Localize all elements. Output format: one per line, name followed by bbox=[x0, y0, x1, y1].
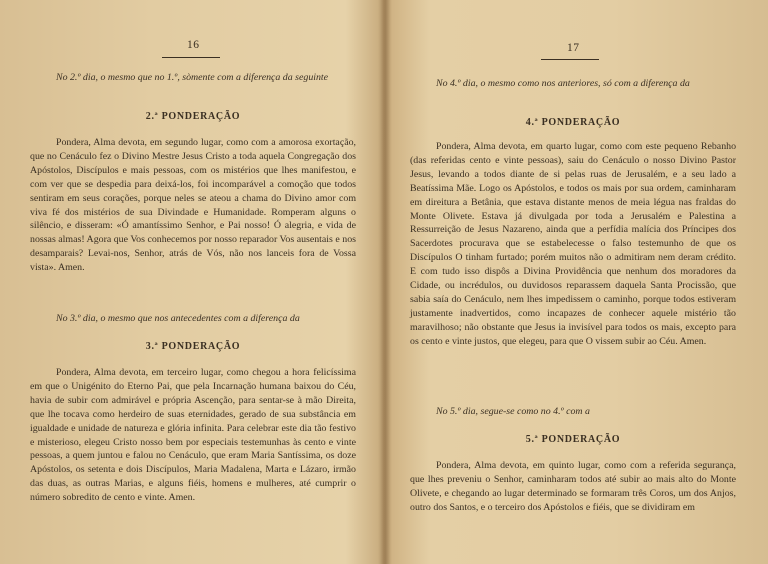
right-page bbox=[385, 0, 768, 564]
note-text: No 4.º dia, o mesmo como nos anteriores, só com a diferença da bbox=[436, 78, 690, 89]
note-text: No 2.º dia, o mesmo que no 1.º, sòmente com a diferença da seguinte bbox=[56, 72, 329, 83]
left-page-number: 16 bbox=[187, 39, 200, 51]
heading-ponderacao-4: 4.ª PONDERAÇÃO bbox=[525, 117, 621, 128]
right-page-number-rule bbox=[541, 59, 599, 60]
right-note-day-5 bbox=[410, 405, 736, 419]
paragraph-text: Pondera, Alma devota, em quinto lugar, como com a referida segurança, que lhes preveniu o Senhor, caminharam todos até subir ao mais alto do Monte Olivete, e chegando ao lugar determinado se formaram três Coros, um dos Anjos, outro dos Santos, e o terceiro dos Apóstolos e fiéis, que se dividiram em bbox=[410, 460, 736, 513]
heading-ponderacao-5: 5.ª PONDERAÇÃO bbox=[525, 434, 621, 445]
heading-ponderacao-2: 2.ª PONDERAÇÃO bbox=[145, 111, 241, 122]
note-text: No 5.º dia, segue-se como no 4.º com a bbox=[436, 406, 590, 417]
paragraph-ponderacao-4 bbox=[410, 140, 736, 349]
right-page-number: 17 bbox=[567, 42, 580, 54]
paragraph-ponderacao-2 bbox=[30, 136, 356, 275]
right-note-day-4 bbox=[410, 77, 736, 91]
left-note-day-3 bbox=[30, 312, 356, 326]
paragraph-text: Pondera, Alma devota, em terceiro lugar, como chegou a hora felicíssima em que o Unigénito do Eterno Pai, que pela Incarnação humana baixou do Céu, havia de subir com admirável e própria Ascenção, para sentar-se à mão Direita, que lhe tocava como herdeiro de suas eternidades, gerado de sua substância em igualdade e unidade de natureza e glória infinita. Para celebrar este dia tão festivo e misterioso, elegeu Cristo nosso bem por especiais testemunhas às cento e vinte pessoas, a quem juntou e falou no Cenáculo, que eram Maria Santíssima, os doze Apóstolos, os setenta e dois Discípulos, Maria Madalena, Marta e Lázaro, irmão das duas, as outras Marias, e alguns fiéis, homens e mulheres, até cumprir o número sobredito de cento e vinte. Amen. bbox=[30, 367, 356, 504]
paragraph-ponderacao-3 bbox=[30, 366, 356, 505]
paragraph-text: Pondera, Alma devota, em segundo lugar, como com a amorosa exortação, que no Cenáculo fez o Divino Mestre Jesus Cristo a toda aquela Congregação dos Apóstolos, Discípulos e mais pessoas, com os mistérios que lhes manifestou, e com ver que se despedia para deixá-los, foi incomparável a comoção que todos sentiram em seus corações, porque neles se ateou a chama do Divino amor com viva fé dos mistérios de sua Divindade e Humanidade. Romperam alguns o silêncio, e disseram: «Ó amantíssimo Senhor, e Pai nosso! Ó alegria, e vida de nossas almas! Agora que Vos conhecemos por nosso reparador Vos ausentais e nos desamparais? Levai-nos, Senhor, atrás de Vós, não nos lanceis fora de Vossa vista». Amen. bbox=[30, 137, 356, 274]
left-page-number-rule bbox=[162, 57, 220, 58]
left-note-day-2 bbox=[30, 71, 356, 85]
heading-ponderacao-3: 3.ª PONDERAÇÃO bbox=[145, 341, 241, 352]
note-text: No 3.º dia, o mesmo que nos antecedentes com a diferença da bbox=[56, 313, 300, 324]
paragraph-text: Pondera, Alma devota, em quarto lugar, como com este pequeno Rebanho (das referidas cento e vinte pessoas), saiu do Cenáculo o nosso Divino Pastor Jesus, levando a todos diante de si pelas ruas de Jerusalém, e a seu lado a Beatíssima Mãe. Logo os Apóstolos, e todos os mais por sua ordem, caminharam em direitura a Betânia, que estava distante menos de meia légua nas fraldas do Monte Olivete. Estava já divulgada por toda a Jerusalém e Palestina a Ressurreição de Jesus Nazareno, ainda que a perfídia malícia dos Príncipes dos Sacerdotes procurava que se estabelecesse o falso testemunho de que os Discípulos O tinham furtado; porém muitos não o admitiram nem deram crédito. E com tudo isso dispôs a Divina Providência que nenhum dos moradores da Cidade, ou incrédulos, ou duvidosos reparassem daquela Santa Procissão, que sabia saía do Cenáculo, nem lhes impedissem o caminho, porque todos estiveram justamente inadvertidos, como incapazes de conhecer aquele mistério tão maravilhoso; não obstante que Jesus ia invisível para todos os mais, excepto para os cento e vinte justos, que elegeu, para que O vissem subir ao Céu. Amen. bbox=[410, 141, 736, 347]
paragraph-ponderacao-5 bbox=[410, 459, 736, 515]
